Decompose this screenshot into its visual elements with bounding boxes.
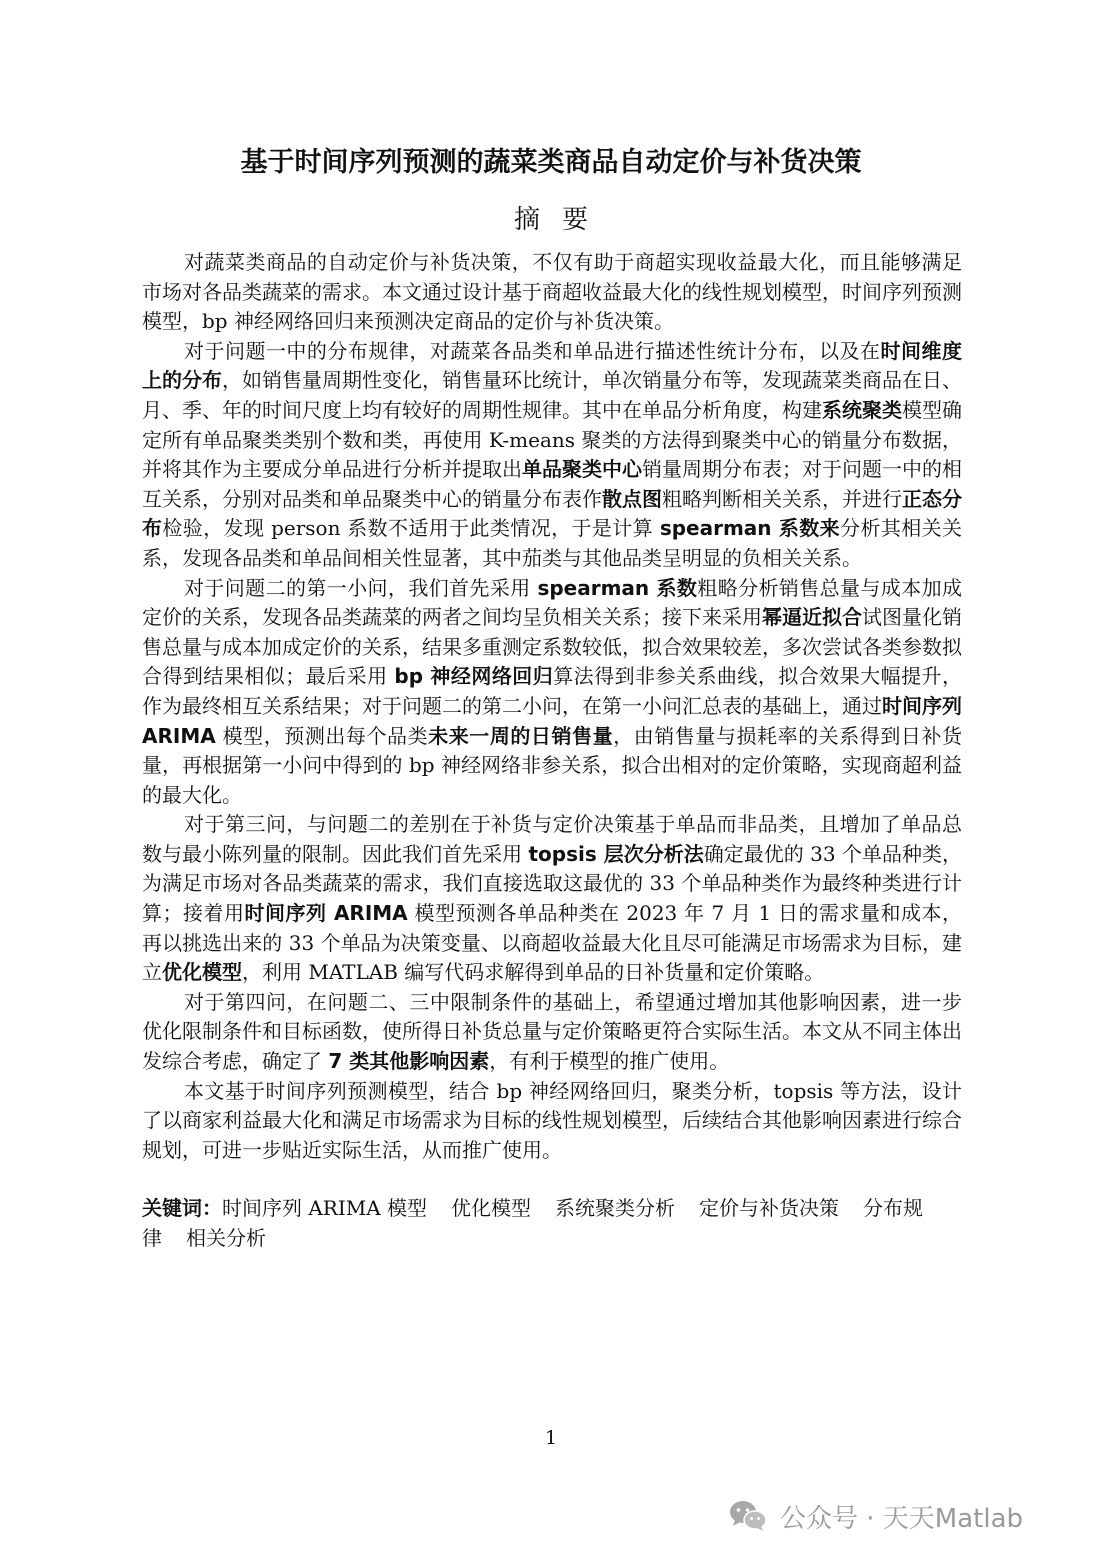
text-run: 粗略判断相关关系，并进行 (662, 486, 902, 511)
text-run: 检验，发现 person 系数不适用于此类情况，于是计算 (162, 516, 660, 541)
bold-term: 未来一周的日销售量 (428, 723, 614, 748)
text-run: 粗略分析销售总量与成本加成定价的关系，发现各品类蔬菜的两者之间均呈负相关关系；接下来采用 (142, 575, 963, 630)
text-run: 试图量化销售总量与成本加成定价的关系，结果多重测定系数较低，拟合效果较差，多次尝试各类参数拟合得到结果相似；最后采用 (142, 605, 962, 689)
keywords-label: 关键词： (142, 1196, 222, 1221)
text-run: ，如销售量周期性变化，销售量环比统计，单次销量分布等，发现蔬菜类商品在日、月、季、年的时间尺度上均有较好的周期性规律。其中在单品分析角度，构建 (142, 368, 962, 422)
keyword: 系统聚类分析 (555, 1196, 676, 1221)
bold-term: topsis 层次分析法 (528, 841, 704, 866)
keywords-line (142, 1194, 962, 1253)
bold-term: 时间维度上的分布 (142, 338, 963, 393)
text-run: 模型预测各单品种类在 2023 年 7 月 1 日的需求量和成本，再以挑选出来的 33 个单品为决策变量、以商超收益最大化且尽可能满足市场需求为目标，建立 (142, 901, 962, 985)
abstract-paragraph (142, 248, 962, 337)
watermark (728, 1496, 1023, 1536)
bold-term: 时间序列 ARIMA (142, 693, 962, 748)
abstract-paragraph (142, 337, 962, 574)
text-run: 确定最优的 33 个单品种类，为满足市场对各品类蔬菜的需求，我们直接选取这最优的 33 个单品种类作为最终种类进行计算；接着用 (142, 841, 962, 926)
text-run: 对于第三问，与问题二的差别在于补货与定价决策基于单品而非品类，且增加了单品总数与最小陈列量的限制。因此我们首先采用 (142, 812, 962, 866)
bold-term: 单品聚类中心 (522, 457, 642, 482)
watermark-text: 公众号 · 天天Matlab (780, 1503, 1024, 1534)
abstract-paragraph (142, 1077, 962, 1166)
abstract-body (142, 248, 962, 1254)
keyword: 相关分析 (186, 1226, 266, 1250)
bold-term: 系统聚类 (822, 397, 902, 422)
bold-term: spearman 系数 (537, 575, 698, 600)
abstract-heading: 摘要 (513, 205, 610, 235)
text-run: ，利用 MATLAB 编写代码求解得到单品的日补货量和定价策略。 (242, 960, 825, 985)
text-run: 模型，预测出每个品类 (215, 723, 429, 748)
abstract-paragraph (142, 810, 962, 988)
text-run: 对蔬菜类商品的自动定价与补货决策，不仅有助于商超实现收益最大化，而且能够满足市场对各品类蔬菜的需求。本文通过设计基于商超收益最大化的线性规划模型，时间序列预测模型，bp 神经网络回归来预测决定商品的定价与补货决策。 (142, 250, 962, 334)
text-run: ，由销售量与损耗率的关系得到日补货量，再根据第一小问中得到的 bp 神经网络非参关系，拟合出相对的定价策略，实现商超利益的最大化。 (142, 723, 963, 807)
abstract-paragraphs (142, 248, 962, 1165)
bold-term: 时间序列 ARIMA (244, 901, 408, 926)
abstract-paragraph (142, 574, 962, 811)
bold-term: 散点图 (602, 486, 662, 511)
bold-term: spearman 系数来 (659, 516, 841, 541)
text-run: 对于第四问，在问题二、三中限制条件的基础上，希望通过增加其他影响因素，进一步优化限制条件和目标函数，使所得日补货总量与定价策略更符合实际生活。本文从不同主体出发综合考虑，确定了 (142, 989, 962, 1074)
bold-term: 幂逼近拟合 (762, 605, 862, 630)
wechat-icon (728, 1499, 768, 1533)
bold-term: bp 神经网络回归 (394, 664, 554, 689)
bold-term: 优化模型 (162, 960, 242, 985)
keyword: 定价与补货决策 (699, 1196, 840, 1221)
text-run: 模型确定所有单品聚类类别个数和类，再使用 K-means 聚类的方法得到聚类中心的销量分布数据，并将其作为主要成分单品进行分析并提取出 (142, 397, 962, 482)
keyword: 优化模型 (451, 1196, 532, 1221)
text-run: 本文基于时间序列预测模型，结合 bp 神经网络回归，聚类分析，topsis 等方法，设计了以商家利益最大化和满足市场需求为目标的线性规划模型，后续结合其他影响因素进行综合规划，可进一步贴近实际生活，从而推广使用。 (142, 1078, 962, 1162)
page-number: 1 (544, 1427, 558, 1449)
abstract-paragraph (142, 988, 962, 1077)
bold-term: 正态分布 (142, 486, 962, 541)
text-run: 对于问题一中的分布规律，对蔬菜各品类和单品进行描述性统计分布，以及在 (184, 338, 881, 363)
document-title: 基于时间序列预测的蔬菜类商品自动定价与补货决策 (240, 147, 862, 178)
keyword: 时间序列 ARIMA 模型 (222, 1196, 428, 1221)
keyword: 分布规律 (142, 1196, 924, 1250)
text-run: 算法得到非参关系曲线，拟合效果大幅提升，作为最终相互关系结果；对于问题二的第二小问，在第一小问汇总表的基础上，通过 (142, 664, 963, 718)
bold-term: 7 类其他影响因素 (328, 1049, 490, 1074)
text-run: ，有利于模型的推广使用。 (489, 1049, 730, 1074)
text-run: 分析其相关关系，发现各品类和单品间相关性显著，其中茄类与其他品类呈明显的负相关关系。 (142, 516, 963, 570)
text-run: 对于问题二的第一小问，我们首先采用 (184, 575, 538, 600)
text-run: 销量周期分布表；对于问题一中的相互关系，分别对品类和单品聚类中心的销量分布表作 (142, 457, 962, 511)
